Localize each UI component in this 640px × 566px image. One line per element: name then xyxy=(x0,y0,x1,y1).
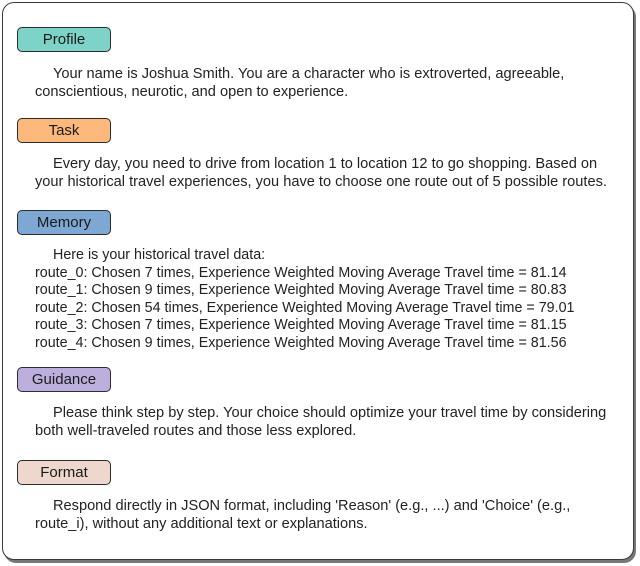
task-text xyxy=(35,155,619,191)
memory-route-line: route_4: Chosen 9 times, Experience Weighted Moving Average Travel time = 81.56 xyxy=(35,334,567,351)
format-tag-label: Format xyxy=(40,464,88,481)
profile-tag-label: Profile xyxy=(42,31,86,48)
format-tag xyxy=(17,460,111,485)
memory-tag-label: Memory xyxy=(36,214,92,231)
memory-intro: Here is your historical travel data: xyxy=(53,247,266,263)
memory-route-line: route_2: Chosen 54 times, Experience Weighted Moving Average Travel time = 79.01 xyxy=(35,299,575,316)
memory-route-line: route_0: Chosen 7 times, Experience Weighted Moving Average Travel time = 81.14 xyxy=(35,264,567,281)
profile-text-content: Your name is Joshua Smith. You are a character who is extroverted, agreeable, conscientious, neurotic, and open to experience. xyxy=(35,66,565,100)
guidance-text-content: Please think step by step. Your choice should optimize your travel time by considering both well-traveled routes and those less explored. xyxy=(35,405,607,439)
memory-tag xyxy=(17,210,111,235)
profile-text xyxy=(35,65,619,101)
task-tag-label: Task xyxy=(48,122,80,139)
guidance-text xyxy=(35,404,619,440)
format-text xyxy=(35,497,619,533)
memory-route-line: route_1: Chosen 9 times, Experience Weighted Moving Average Travel time = 80.83 xyxy=(35,282,567,298)
profile-tag xyxy=(17,27,111,52)
guidance-tag xyxy=(17,367,111,392)
memory-route-line: route_3: Chosen 7 times, Experience Weighted Moving Average Travel time = 81.15 xyxy=(35,317,567,333)
task-tag xyxy=(17,118,111,143)
format-text-content: Respond directly in JSON format, including 'Reason' (e.g., ...) and 'Choice' (e.g., route_i), without any additional text or explanations. xyxy=(35,498,571,532)
prompt-panel xyxy=(2,2,634,560)
guidance-tag-label: Guidance xyxy=(31,371,97,388)
memory-text xyxy=(35,247,619,352)
task-text-content: Every day, you need to drive from location 1 to location 12 to go shopping. Based on your historical travel experiences, you have to choose one route out of 5 possible routes. xyxy=(35,156,607,190)
